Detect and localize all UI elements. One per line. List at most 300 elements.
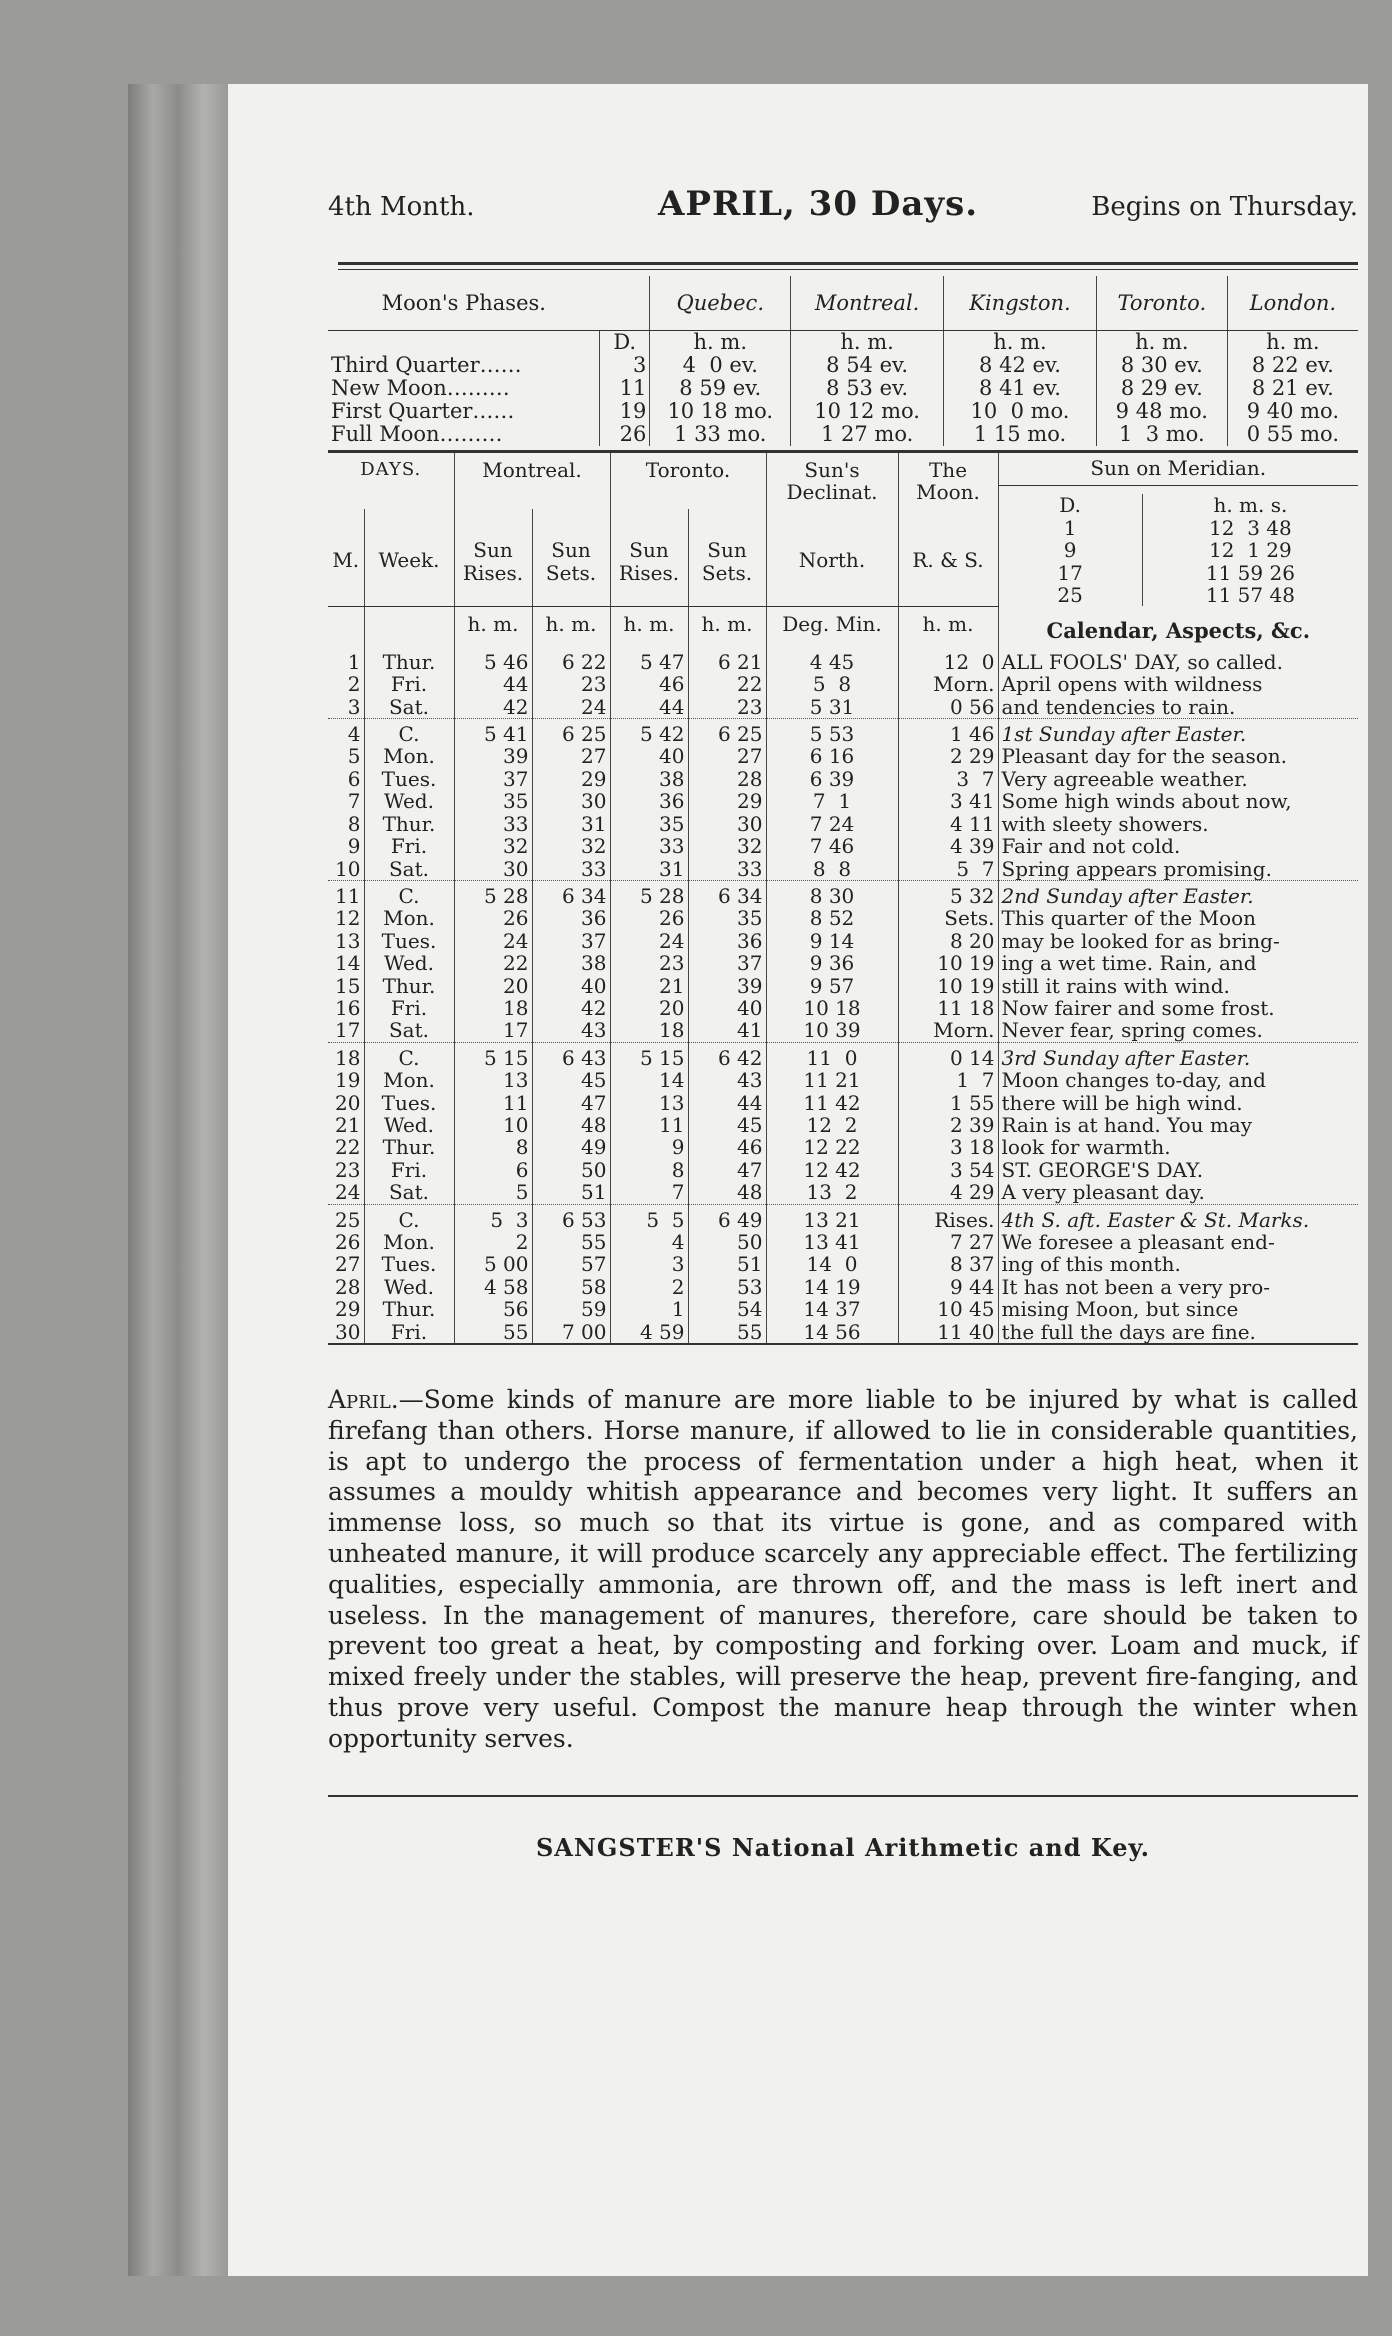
day-of-month: 11 <box>328 880 364 907</box>
meridian-units <box>999 494 1359 516</box>
sun-declination: 4 45 <box>766 651 898 673</box>
montreal-rise: 37 <box>454 768 532 790</box>
montreal-set: 48 <box>532 1114 610 1136</box>
montreal-rise: 33 <box>454 813 532 835</box>
day-remark: April opens with wildness <box>998 673 1358 695</box>
toronto-head: Toronto. <box>610 452 766 510</box>
col-montreal-sets: Sun Sets. <box>532 509 610 592</box>
day-of-month: 16 <box>335 995 361 1020</box>
calendar-units <box>328 606 1358 650</box>
blank-cell <box>328 592 364 607</box>
day-of-month: 13 <box>335 928 361 953</box>
phase-name: Third Quarter…… <box>331 353 522 377</box>
day-of-month: 2 <box>347 672 361 697</box>
day-of-month: 29 <box>335 1297 361 1322</box>
montreal-rise: 18 <box>454 997 532 1019</box>
day-row <box>328 1092 1358 1114</box>
day-of-month: 8 <box>347 811 361 836</box>
montreal-rise: 5 41 <box>454 719 532 746</box>
day-of-week: Wed. <box>364 952 454 974</box>
toronto-rise: 26 <box>610 907 688 929</box>
col-week: Week. <box>364 509 454 592</box>
phase-time: 1 27 mo. <box>791 423 944 446</box>
day-remark: there will be high wind. <box>998 1092 1358 1114</box>
toronto-rise: 35 <box>610 813 688 835</box>
meridian-time: 12 1 29 <box>1209 538 1292 563</box>
unit-hm: h. m. <box>454 606 532 650</box>
day-row <box>328 1136 1358 1158</box>
day-row <box>328 1253 1358 1275</box>
moon-phase-row <box>328 377 1358 400</box>
calendar-header-1 <box>328 452 1358 510</box>
day-remark: Rain is at hand. You may <box>998 1114 1358 1136</box>
day-remark: and tendencies to rain. <box>998 696 1358 719</box>
montreal-set: 51 <box>532 1181 610 1204</box>
city-quebec: Quebec. <box>650 276 791 331</box>
montreal-rise: 6 <box>454 1159 532 1181</box>
day-row <box>328 1321 1358 1343</box>
day-of-month: 5 <box>347 744 361 769</box>
blank-cell <box>610 592 688 607</box>
day-row <box>328 1069 1358 1091</box>
sun-declination: 14 37 <box>766 1298 898 1320</box>
toronto-rise: 11 <box>610 1114 688 1136</box>
day-remark: Spring appears promising. <box>998 858 1358 881</box>
day-of-week: C. <box>364 1204 454 1231</box>
day-of-week: Fri. <box>364 997 454 1019</box>
day-of-week: Fri. <box>364 673 454 695</box>
phase-time: 8 29 ev. <box>1096 377 1227 400</box>
sun-declination: 11 42 <box>766 1092 898 1114</box>
phase-time: 8 21 ev. <box>1227 377 1358 400</box>
phase-time: 8 22 ev. <box>1227 354 1358 377</box>
day-of-week: Sat. <box>364 1019 454 1042</box>
day-row <box>328 1181 1358 1204</box>
day-of-month: 26 <box>335 1230 361 1254</box>
day-row <box>328 1114 1358 1136</box>
sun-declination: 13 2 <box>766 1181 898 1204</box>
toronto-set: 6 21 <box>688 651 766 673</box>
day-of-month: 9 <box>347 834 361 859</box>
sun-declination: 6 39 <box>766 768 898 790</box>
day-row <box>328 745 1358 767</box>
meridian-time: 11 59 26 <box>1205 560 1295 585</box>
phase-time: 8 41 ev. <box>944 377 1097 400</box>
day-of-week: Tues. <box>364 1092 454 1114</box>
toronto-set: 6 42 <box>688 1042 766 1069</box>
day-of-week: Thur. <box>364 1136 454 1158</box>
phase-time: 8 54 ev. <box>791 354 944 377</box>
day-row <box>328 930 1358 952</box>
toronto-rise: 5 15 <box>610 1042 688 1069</box>
day-of-week: Mon. <box>364 745 454 767</box>
city-kingston: Kingston. <box>944 276 1097 331</box>
declination-head: Sun's Declinat. <box>766 452 898 510</box>
moon-rise-set: Rises. <box>898 1204 998 1231</box>
footer-rule <box>328 1795 1358 1797</box>
montreal-rise: 5 <box>454 1181 532 1204</box>
day-row <box>328 1298 1358 1320</box>
phase-time: 10 12 mo. <box>791 400 944 423</box>
toronto-rise: 8 <box>610 1159 688 1181</box>
moon-rise-set: 3 7 <box>898 768 998 790</box>
moon-rise-set: 9 44 <box>898 1276 998 1298</box>
toronto-rise: 4 59 <box>610 1321 688 1343</box>
phase-day: 19 <box>600 400 650 423</box>
phase-time: 1 3 mo. <box>1096 423 1227 446</box>
day-row <box>328 952 1358 974</box>
day-row <box>328 696 1358 719</box>
day-of-month: 18 <box>328 1042 364 1069</box>
montreal-set: 50 <box>532 1159 610 1181</box>
day-of-month: 21 <box>335 1112 361 1137</box>
moon-phases-units <box>328 331 1358 355</box>
day-of-month: 24 <box>335 1180 361 1205</box>
day-of-month: 30 <box>335 1319 361 1344</box>
toronto-set: 6 25 <box>688 719 766 746</box>
moon-rise-set: 4 11 <box>898 813 998 835</box>
toronto-rise: 2 <box>610 1276 688 1298</box>
montreal-rise: 2 <box>454 1231 532 1253</box>
day-of-month: 1 <box>347 649 361 674</box>
meridian-time: 11 57 48 <box>1205 583 1295 608</box>
day-of-week: Mon. <box>364 1231 454 1253</box>
moon-rise-set: 0 14 <box>898 1042 998 1069</box>
phase-time: 10 18 mo. <box>650 400 791 423</box>
begins-on: Begins on Thursday. <box>1091 192 1358 222</box>
day-row <box>328 1231 1358 1253</box>
day-row <box>328 768 1358 790</box>
day-row <box>328 1159 1358 1181</box>
blank-cell <box>454 592 532 607</box>
double-rule <box>338 262 1358 270</box>
day-of-month: 17 <box>335 1018 361 1043</box>
calendar-table <box>328 450 1358 1343</box>
phase-name: First Quarter…… <box>331 399 515 423</box>
montreal-rise: 5 46 <box>454 651 532 673</box>
day-of-week: Fri. <box>364 1159 454 1181</box>
col-north: North. <box>766 509 898 592</box>
montreal-set: 57 <box>532 1253 610 1275</box>
montreal-set: 55 <box>532 1231 610 1253</box>
toronto-rise: 18 <box>610 1019 688 1042</box>
book-spine <box>128 84 228 2276</box>
toronto-rise: 36 <box>610 790 688 812</box>
montreal-set: 32 <box>532 835 610 857</box>
toronto-set: 51 <box>688 1253 766 1275</box>
day-row <box>328 1019 1358 1042</box>
toronto-set: 48 <box>688 1181 766 1204</box>
sun-declination: 12 42 <box>766 1159 898 1181</box>
toronto-set: 35 <box>688 907 766 929</box>
toronto-set: 40 <box>688 997 766 1019</box>
phase-day: 3 <box>600 354 650 377</box>
day-of-month: 7 <box>347 789 361 814</box>
day-remark: Very agreeable weather. <box>998 768 1358 790</box>
day-of-week: Fri. <box>364 1321 454 1343</box>
phase-time: 0 55 mo. <box>1227 423 1358 446</box>
day-of-week: Mon. <box>364 1069 454 1091</box>
moon-rise-set: 5 7 <box>898 858 998 881</box>
montreal-rise: 39 <box>454 745 532 767</box>
day-of-month: 3 <box>347 694 361 719</box>
days-head: DAYS. <box>360 459 422 480</box>
toronto-rise: 1 <box>610 1298 688 1320</box>
montreal-set: 42 <box>532 997 610 1019</box>
montreal-set: 45 <box>532 1069 610 1091</box>
phase-time: 8 53 ev. <box>791 377 944 400</box>
montreal-rise: 4 58 <box>454 1276 532 1298</box>
moon-rise-set: 3 18 <box>898 1136 998 1158</box>
moon-rise-set: 8 37 <box>898 1253 998 1275</box>
meridian-row <box>999 584 1359 606</box>
day-of-week: Wed. <box>364 1114 454 1136</box>
day-of-month: 14 <box>335 951 361 976</box>
sun-declination: 8 52 <box>766 907 898 929</box>
footer-advert: SANGSTER'S National Arithmetic and Key. <box>535 1832 1151 1862</box>
unit-hm: h. m. <box>898 606 998 650</box>
phase-time: 8 30 ev. <box>1096 354 1227 377</box>
montreal-set: 36 <box>532 907 610 929</box>
toronto-rise: 33 <box>610 835 688 857</box>
day-of-week: Sat. <box>364 858 454 881</box>
moon-rise-set: Sets. <box>898 907 998 929</box>
montreal-set: 31 <box>532 813 610 835</box>
city-montreal: Montreal. <box>791 276 944 331</box>
blank-cell <box>688 592 766 607</box>
montreal-set: 30 <box>532 790 610 812</box>
day-of-week: Thur. <box>364 813 454 835</box>
col-toronto-sets: Sun Sets. <box>688 509 766 592</box>
montreal-set: 37 <box>532 930 610 952</box>
toronto-rise: 5 42 <box>610 719 688 746</box>
day-remark: Never fear, spring comes. <box>998 1019 1358 1042</box>
city-london: London. <box>1227 276 1358 331</box>
day-of-week: Sat. <box>364 696 454 719</box>
toronto-rise: 5 5 <box>610 1204 688 1231</box>
moon-rise-set: 11 40 <box>898 1321 998 1343</box>
toronto-set: 6 49 <box>688 1204 766 1231</box>
page-content <box>328 184 1358 1862</box>
phase-name: New Moon……… <box>331 376 510 400</box>
day-row <box>328 975 1358 997</box>
montreal-rise: 24 <box>454 930 532 952</box>
day-of-month: 20 <box>335 1090 361 1115</box>
toronto-set: 45 <box>688 1114 766 1136</box>
manure-note <box>328 1385 1358 1755</box>
day-row <box>328 1204 1358 1231</box>
meridian-box <box>998 452 1358 607</box>
phase-time: 8 59 ev. <box>650 377 791 400</box>
montreal-rise: 32 <box>454 835 532 857</box>
toronto-rise: 23 <box>610 952 688 974</box>
montreal-rise: 55 <box>454 1321 532 1343</box>
day-row <box>328 880 1358 907</box>
toronto-set: 47 <box>688 1159 766 1181</box>
sun-declination: 8 8 <box>766 858 898 881</box>
montreal-set: 33 <box>532 858 610 881</box>
toronto-set: 50 <box>688 1231 766 1253</box>
day-of-week: Thur. <box>364 975 454 997</box>
toronto-set: 22 <box>688 673 766 695</box>
day-remark: Pleasant day for the season. <box>998 745 1358 767</box>
toronto-set: 43 <box>688 1069 766 1091</box>
day-of-month: 27 <box>335 1252 361 1277</box>
toronto-set: 39 <box>688 975 766 997</box>
moon-rise-set: 0 56 <box>898 696 998 719</box>
meridian-table <box>999 494 1359 606</box>
phase-time: 10 0 mo. <box>944 400 1097 423</box>
montreal-set: 6 53 <box>532 1204 610 1231</box>
day-of-week: Tues. <box>364 930 454 952</box>
unit-hm: h. m. <box>1096 331 1227 355</box>
day-of-month: 22 <box>335 1135 361 1160</box>
phase-day: 11 <box>600 377 650 400</box>
day-of-week: Sat. <box>364 1181 454 1204</box>
phase-time: 9 48 mo. <box>1096 400 1227 423</box>
day-row <box>328 790 1358 812</box>
montreal-set: 40 <box>532 975 610 997</box>
montreal-rise: 8 <box>454 1136 532 1158</box>
day-remark: Moon changes to-day, and <box>998 1069 1358 1091</box>
sun-declination: 11 0 <box>766 1042 898 1069</box>
moon-head: The Moon. <box>898 452 998 510</box>
sun-declination: 10 39 <box>766 1019 898 1042</box>
montreal-set: 59 <box>532 1298 610 1320</box>
moon-rise-set: 11 18 <box>898 997 998 1019</box>
unit-hm: h. m. <box>1227 331 1358 355</box>
montreal-rise: 5 28 <box>454 880 532 907</box>
day-of-month: 23 <box>335 1157 361 1182</box>
day-row <box>328 858 1358 881</box>
unit-hm: h. m. <box>944 331 1097 355</box>
day-of-month: 4 <box>328 719 364 746</box>
montreal-rise: 10 <box>454 1114 532 1136</box>
montreal-set: 49 <box>532 1136 610 1158</box>
meridian-row <box>999 539 1359 561</box>
montreal-set: 24 <box>532 696 610 719</box>
moon-rise-set: 7 27 <box>898 1231 998 1253</box>
montreal-rise: 42 <box>454 696 532 719</box>
toronto-set: 27 <box>688 745 766 767</box>
montreal-set: 47 <box>532 1092 610 1114</box>
toronto-set: 32 <box>688 835 766 857</box>
day-row <box>328 651 1358 673</box>
moon-rise-set: 2 39 <box>898 1114 998 1136</box>
montreal-set: 6 43 <box>532 1042 610 1069</box>
meridian-day: 1 <box>999 517 1143 539</box>
moon-rise-set: 2 29 <box>898 745 998 767</box>
toronto-set: 33 <box>688 858 766 881</box>
unit-day: D. <box>600 331 650 355</box>
blank-cell <box>532 592 610 607</box>
day-of-week: C. <box>364 1042 454 1069</box>
montreal-rise: 35 <box>454 790 532 812</box>
moon-rise-set: 1 55 <box>898 1092 998 1114</box>
sun-declination: 14 0 <box>766 1253 898 1275</box>
moon-rise-set: Morn. <box>898 1019 998 1042</box>
toronto-set: 23 <box>688 696 766 719</box>
day-remark: 1st Sunday after Easter. <box>998 719 1358 746</box>
sun-declination: 7 1 <box>766 790 898 812</box>
toronto-rise: 5 28 <box>610 880 688 907</box>
sun-declination: 5 53 <box>766 719 898 746</box>
montreal-rise: 13 <box>454 1069 532 1091</box>
moon-rise-set: 1 46 <box>898 719 998 746</box>
moon-phases-head: Moon's Phases. <box>328 276 600 331</box>
toronto-rise: 46 <box>610 673 688 695</box>
day-row <box>328 673 1358 695</box>
day-of-week: Tues. <box>364 1253 454 1275</box>
day-remark: still it rains with wind. <box>998 975 1358 997</box>
meridian-row <box>999 562 1359 584</box>
sun-declination: 10 18 <box>766 997 898 1019</box>
day-remark: It has not been a very pro- <box>998 1276 1358 1298</box>
day-of-month: 19 <box>335 1068 361 1093</box>
sun-declination: 12 22 <box>766 1136 898 1158</box>
day-remark: ST. GEORGE'S DAY. <box>998 1159 1358 1181</box>
moon-rise-set: 3 54 <box>898 1159 998 1181</box>
toronto-rise: 13 <box>610 1092 688 1114</box>
day-remark: the full the days are fine. <box>998 1321 1358 1343</box>
day-remark: mising Moon, but since <box>998 1298 1358 1320</box>
note-lead: April. <box>328 1385 399 1415</box>
col-montreal-rises: Sun Rises. <box>454 509 532 592</box>
page-title: APRIL, 30 Days. <box>658 184 979 224</box>
day-of-week: Thur. <box>364 651 454 673</box>
toronto-rise: 31 <box>610 858 688 881</box>
montreal-rise: 17 <box>454 1019 532 1042</box>
moon-rise-set: 4 29 <box>898 1181 998 1204</box>
blank-cell <box>328 606 364 650</box>
montreal-set: 29 <box>532 768 610 790</box>
sun-declination: 14 19 <box>766 1276 898 1298</box>
day-row <box>328 997 1358 1019</box>
day-remark: 3rd Sunday after Easter. <box>998 1042 1358 1069</box>
day-row <box>328 1276 1358 1298</box>
phase-time: 8 42 ev. <box>944 354 1097 377</box>
day-remark: look for warmth. <box>998 1136 1358 1158</box>
day-row <box>328 1042 1358 1069</box>
day-of-week: Tues. <box>364 768 454 790</box>
toronto-set: 54 <box>688 1298 766 1320</box>
meridian-unit-d: D. <box>999 494 1143 516</box>
blank-cell <box>364 606 454 650</box>
toronto-set: 55 <box>688 1321 766 1343</box>
running-head <box>328 184 1358 244</box>
sun-declination: 14 56 <box>766 1321 898 1343</box>
toronto-set: 53 <box>688 1276 766 1298</box>
toronto-rise: 3 <box>610 1253 688 1275</box>
col-toronto-rises: Sun Rises. <box>610 509 688 592</box>
moon-phase-row <box>328 423 1358 446</box>
montreal-rise: 5 00 <box>454 1253 532 1275</box>
day-remark: A very pleasant day. <box>998 1181 1358 1204</box>
day-of-week: Mon. <box>364 907 454 929</box>
moon-phase-row <box>328 354 1358 377</box>
sun-declination: 5 31 <box>766 696 898 719</box>
moon-rise-set: 3 41 <box>898 790 998 812</box>
toronto-rise: 38 <box>610 768 688 790</box>
montreal-set: 6 25 <box>532 719 610 746</box>
montreal-rise: 56 <box>454 1298 532 1320</box>
day-of-month: 6 <box>347 766 361 791</box>
toronto-set: 46 <box>688 1136 766 1158</box>
montreal-rise: 26 <box>454 907 532 929</box>
col-m: M. <box>332 548 360 573</box>
toronto-set: 36 <box>688 930 766 952</box>
phase-time: 4 0 ev. <box>650 354 791 377</box>
